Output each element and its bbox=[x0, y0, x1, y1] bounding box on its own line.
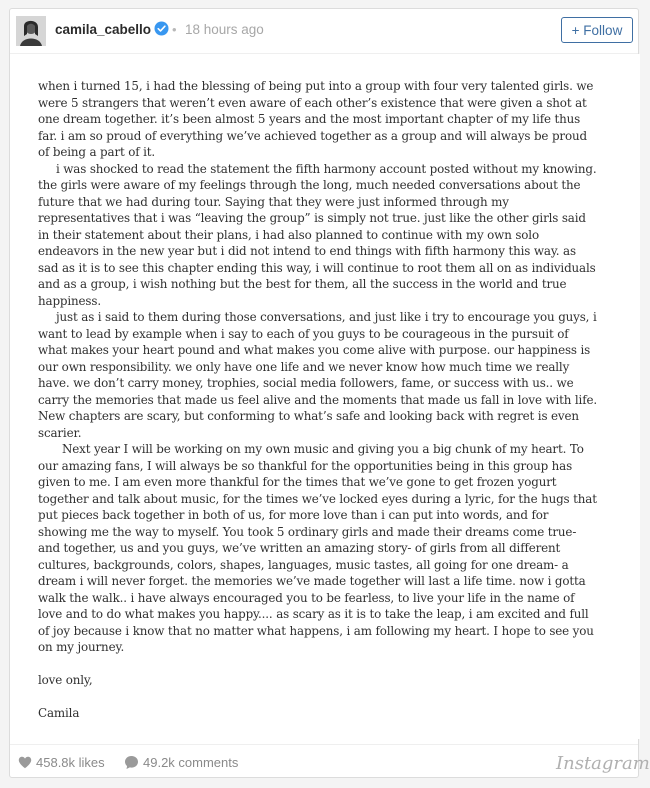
separator-dot: • bbox=[172, 22, 177, 37]
verified-badge-icon bbox=[154, 21, 169, 36]
paragraph: just as i said to them during those conversations, and just like i try to encourage you guys, i want to lead by example when i say to each of you guys to be courageous in the pursuit of what makes your heart pound and what makes you come alive with purpose. our happiness is our own responsibility. we only have one life and we never know how much time we really have. we don’t carry money, trophies, social media followers, fame, or success with us.. we carry the memories that made us feel alive and the moments that made us fall in love with life. New chapters are scary, but conforming to what’s safe and looking back with regret is even scarier. bbox=[38, 310, 597, 440]
spacer bbox=[38, 656, 598, 673]
paragraph: when i turned 15, i had the blessing of being put into a group with four very talented girls. we were 5 strangers that weren’t even aware of each other’s existence that were given a shot at one dream together. it’s been almost 5 years and the most important chapter of my life thus far. i am so proud of everything we’ve achieved together as a group and will always be proud of being a part of it. bbox=[38, 79, 594, 159]
closing-line: love only, bbox=[38, 673, 93, 687]
likes-count[interactable]: 458.8k likes bbox=[36, 755, 105, 770]
comment-bubble-icon[interactable] bbox=[124, 755, 139, 770]
heart-icon[interactable] bbox=[18, 756, 32, 769]
spacer bbox=[38, 689, 598, 706]
post-header bbox=[10, 9, 638, 54]
avatar[interactable] bbox=[16, 16, 46, 46]
comments-count[interactable]: 49.2k comments bbox=[143, 755, 239, 770]
signature: Camila bbox=[38, 706, 80, 720]
post-text bbox=[38, 78, 598, 722]
paragraph: i was shocked to read the statement the fifth harmony account posted without my knowing. the girls were aware of my feelings through the long, much needed conversations about the future that we had during tour. Saying that they were just informed through my representatives that i was “leaving the group” is simply not true. just like the other girls said in their statement about their plans, i had also planned to continue with my own solo endeavors in the new year but i did not intend to end things with fifth harmony this way. as sad as it is to see this chapter ending this way, i will continue to root them all on as individuals and as a group, i wish nothing but the best for them, all the success in the world and true happiness. bbox=[38, 161, 597, 308]
paragraph: Next year I will be working on my own music and giving you a big chunk of my heart. To our amazing fans, I will always be so thankful for the opportunities being in this group has given to me. I am even more thankful for the times that we’ve gone to get frozen yogurt together and talk about music, for the times we’ve locked eyes during a lyric, for the hugs that put pieces back together in both of us, for more love than i can put into words, and for showing me the way to myself. You took 5 ordinary girls and made their dreams come true- and together, us and you guys, we’ve written an amazing story- of girls from all different cultures, backgrounds, colors, shapes, languages, music tastes, all going for one dream- a dream i will never forget. the memories we’ve made together will last a life time. now i gotta walk the walk.. i have always encouraged you to be fearless, to live your life in the name of love and to do what makes you happy.... as scary as it is to take the leap, i am excited and full of joy because i know that no matter what happens, i am following my heart. I hope to see you on my journey. bbox=[38, 442, 597, 654]
post-timestamp[interactable]: 18 hours ago bbox=[185, 22, 264, 37]
instagram-logo[interactable]: Instagram bbox=[556, 753, 650, 774]
username-link[interactable]: camila_cabello bbox=[55, 22, 152, 37]
post-footer bbox=[10, 744, 650, 780]
follow-button[interactable]: + Follow bbox=[561, 17, 633, 43]
